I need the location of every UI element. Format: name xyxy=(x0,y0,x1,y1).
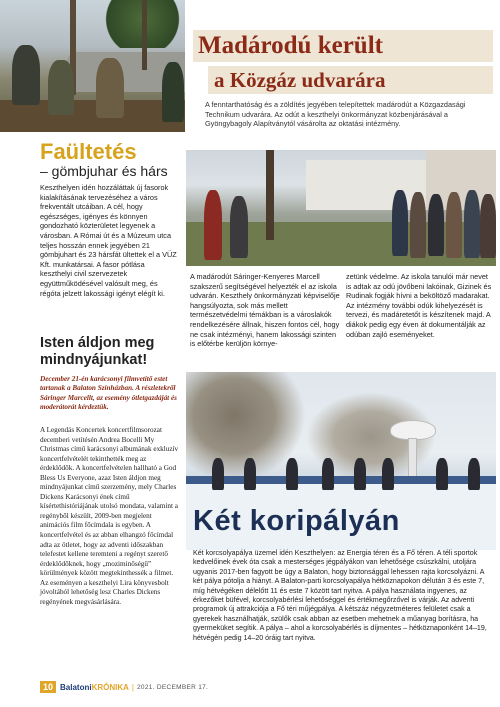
fault-body: Keszthelyen idén hozzáláttak új fasorok kialakításának tervezéséhez a város frekventált utcáiban. A cél, hogy egészséges, igényes és könnyen gondozható közterületet legyenek a városban. A Római út és a Múzeum utca teljes hosszán ennek jegyében 21 gömbjuhart és 23 hársfát ültettek el a VÜZ Kft. munkatársai. A fasor pótlása keszthelyi civil szervezetek együttműködésével valósult meg, és régóta jelzett lakossági igényt elégít ki. xyxy=(40,183,177,298)
footer-separator: | xyxy=(131,682,134,692)
koripalyan-body: Két korcsolyapálya üzemel idén Keszthelyen: az Energia téren és a Fő téren. A téli sportok kedvelőinek évek óta csak a mesterséges jégpályákon van lehetősége csúszkálni, utoljára ugyanis 2017-ben fagyott be úgy a Balaton, hogy biztonsággal lehessen rajta korcsolyázni. A két pálya pótolja a hiányt. A Balaton-parti korcsolyapálya hétköznapokon délután 3 és este 7, míg hétvégéken délelőtt 11 és este 7 között tart nyitva. A pálya használata ingyenes, az érkezőket büfével, korcsolyabérlési lehetőséggel és értékmegőrzővel is várják. Az adventi programok új attrakciója a Fő téri műjégpálya. A kétszáz négyzetméteres felületet csak a gyerekek használhatják, szülők csak abban az esetben mehetnek a műanyag borításra, ha gyermeküket segítik. A pálya – ahol a korcsolyabérlés is díjmentes – hétköznaponként 14–19, hétvégén pedig 14–20 óráig tart nyitva. xyxy=(193,549,487,642)
brand-name xyxy=(60,683,129,692)
tree-planting-photo xyxy=(0,0,185,132)
fault-subtitle: – gömbjuhar és hárs xyxy=(40,163,168,179)
page-footer xyxy=(40,680,208,694)
brand-word-1: Balatoni xyxy=(60,682,92,692)
left-column xyxy=(0,0,185,707)
students-group-photo xyxy=(186,150,496,266)
madarodu-column-1: A madárodút Sáringer-Kenyeres Marcell szakszerű segítségével helyezték el az iskola udvarán. Keszthely önkormányzati képviselője hangsúlyozta, sok más mellett természetvédelmi témákban is a városlakók rendelkezésére állnak, hiszen fontos cél, hogy ne csak intézményi, hanem lakossági szinten is előtérbe kerüljön környe- xyxy=(190,272,340,349)
issue-date: 2021. DECEMBER 17. xyxy=(137,683,209,691)
isten-title: Isten áldjon meg mindnyájunkat! xyxy=(40,335,155,368)
madarodu-intro: A fenntarthatóság és a zöldítés jegyében telepítettek madárodút a Közgazdasági Technikum udvarára. Az odút a keszthelyi önkormányzat közbenjárásával a Gyöngybagoly Alapítványtól vásárolta az oktatási intézmény. xyxy=(205,100,466,129)
madarodu-title: Madárodú került xyxy=(193,30,493,62)
isten-lead: December 21-én karácsonyi filmvetítő estet tartanak a Balaton Színházban. A részletekről Sáringer Marcellt, az esemény ötletgazdáját és moderátorát kérdeztük. xyxy=(40,375,177,411)
koripalyan-title: Két koripályán xyxy=(193,505,400,537)
madarodu-column-2: zetünk védelme. Az iskola tanulói már nevet is adtak az odú jövőbeni lakóinak, Gizinek és Rudinak fogják hívni a beköltöző madarakat. Az intézmény további odúk kihelyezését is tervezi, és madáretetőt is készítenek majd. A diákok pedig egy éven át dokumentálják az odúban zajló eseményeket. xyxy=(346,272,492,339)
brand-word-2: KRÓNIKA xyxy=(91,682,129,692)
page-number: 10 xyxy=(40,681,56,693)
fault-title: Faültetés xyxy=(40,139,137,164)
madarodu-subtitle: a Közgáz udvarára xyxy=(208,66,493,94)
isten-body: A Legendás Koncertek koncertfilmsorozat decemberi vetítésén Andrea Bocelli My Christmas című karácsonyi albumának exkluzív koncertfelvételét tekinthették meg az érdeklődők. A koncertfelvételen hallható a God Bless Us Everyone, azaz Isten áldjon meg mindnyájunkat című szerzemény, mely Charles Dickens Karácsonyi ének című kísértethistóriájának utolsó mondata, valamint a regényből készült, 2009-ben megjelent animációs film főcímdala is egyben. A koncertfelvétel és az abban elhangzó főcímdal adta az ötletet, hogy az adventi időszakban telefestet kellene teremteni a regényt szerető érdeklődőknek, hogy „moziminőségű” körülmények között megtekinthessék a filmet. Az eseményen a keszthelyi Lira könyvesbolt jóvoltából lehetőség lesz Charles Dickens regényének megvásárlására. xyxy=(40,426,179,606)
